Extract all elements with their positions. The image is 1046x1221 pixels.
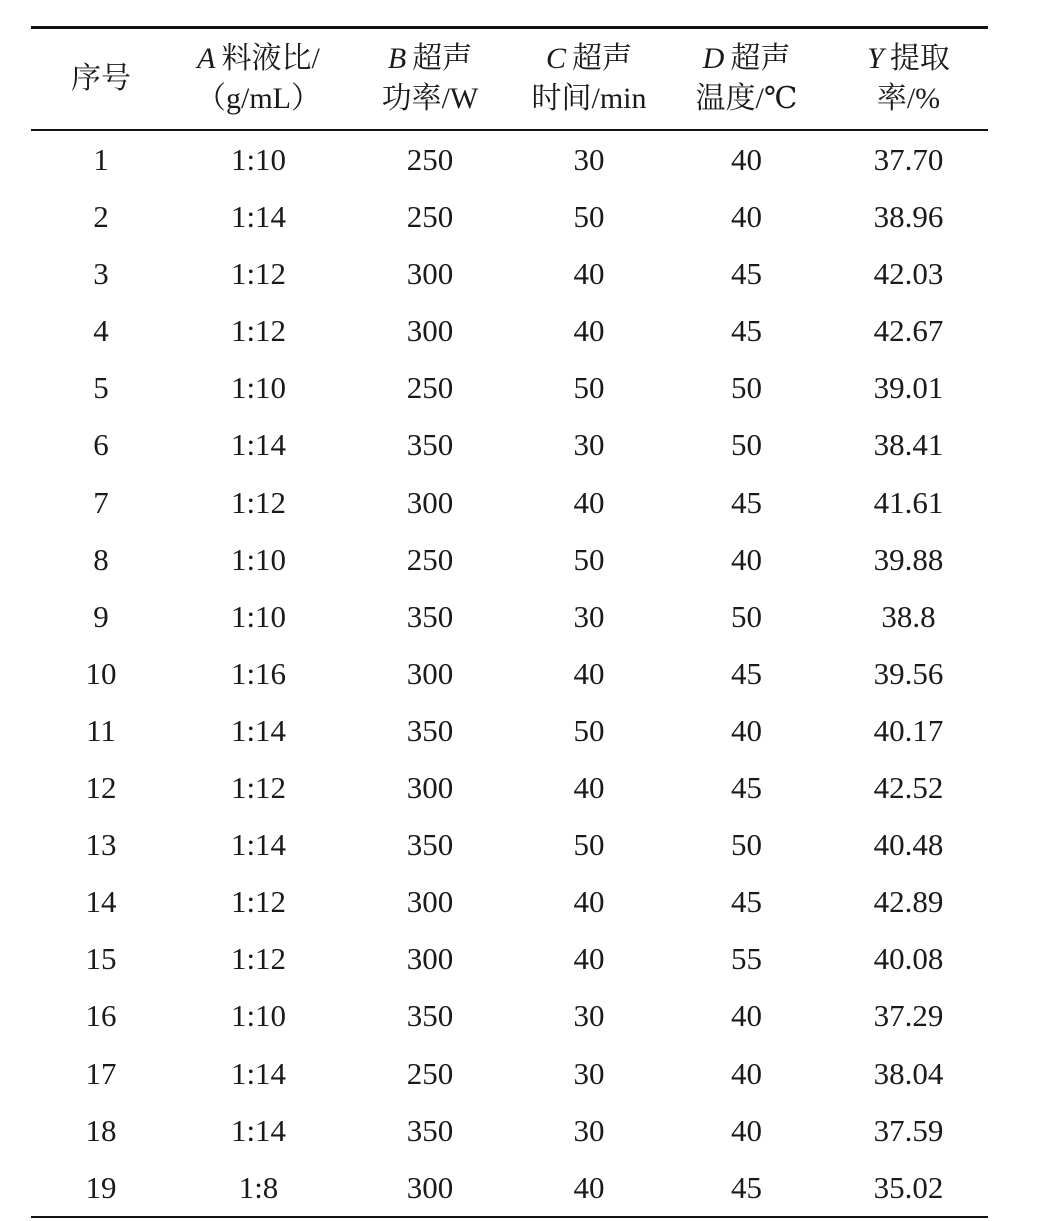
cell-ratio: 1:14 [230,199,287,235]
cell-power: 250 [406,1055,454,1091]
cell-time: 40 [573,884,605,920]
cell-ratio: 1:10 [230,370,287,406]
cell-power: 250 [406,142,454,177]
table-row [31,702,988,759]
cell-index: 11 [86,712,116,748]
cell-temperature: 40 [731,541,762,577]
header-time [514,29,664,129]
header-power-factor: B [387,42,407,75]
cell-yield: 40.48 [873,827,944,863]
cell-yield: 37.70 [873,142,944,177]
header-power-line1: 超声 [412,42,473,75]
table-row [31,1102,988,1159]
cell-time: 40 [573,1169,605,1205]
cell-yield: 38.04 [873,1055,944,1091]
cell-yield: 38.96 [873,199,944,235]
cell-index: 17 [85,1055,117,1091]
cell-temperature: 50 [731,427,762,463]
cell-yield: 42.03 [873,256,944,292]
cell-ratio: 1:12 [230,256,287,292]
cell-yield: 39.56 [873,655,944,691]
cell-power: 300 [406,484,454,520]
cell-ratio: 1:14 [230,827,287,863]
header-time-line2: 时间/min [531,82,647,115]
cell-temperature: 40 [731,199,762,235]
cell-power: 300 [406,655,454,691]
cell-yield: 37.29 [873,998,944,1034]
cell-temperature: 45 [731,655,762,691]
table-row [31,302,988,359]
cell-power: 350 [406,827,454,863]
cell-temperature: 50 [731,598,762,634]
cell-temperature: 45 [731,1169,762,1205]
header-yield-factor: Y [867,42,884,75]
cell-time: 30 [573,1055,605,1091]
header-index-label: 序号 [71,62,131,95]
cell-yield: 37.59 [873,1112,944,1148]
cell-time: 40 [573,256,605,292]
cell-index: 7 [93,484,109,520]
table-row [31,531,988,588]
cell-temperature: 50 [731,370,762,406]
table-row [31,873,988,930]
table-row [31,930,988,987]
cell-temperature: 40 [731,712,762,748]
cell-yield: 35.02 [873,1169,944,1205]
cell-temperature: 55 [731,941,762,977]
cell-ratio: 1:14 [230,712,287,748]
cell-time: 40 [573,484,605,520]
cell-time: 50 [573,199,605,235]
header-ratio [171,29,346,129]
table-bottom-rule [31,1216,988,1218]
header-yield-line2: 率/% [876,82,941,115]
header-ratio-line1: 料液比/ [221,42,320,75]
cell-temperature: 45 [731,884,762,920]
cell-index: 15 [85,941,117,977]
cell-power: 300 [406,770,454,806]
table-header [31,29,988,129]
cell-power: 300 [406,313,454,349]
header-power-line2: 功率/W [381,82,479,115]
cell-time: 50 [573,827,605,863]
table-row [31,474,988,531]
cell-index: 9 [93,598,109,634]
table-row [31,759,988,816]
cell-index: 3 [93,256,109,292]
cell-ratio: 1:16 [230,655,287,691]
cell-yield: 42.67 [873,313,944,349]
cell-ratio: 1:12 [230,941,287,977]
cell-index: 16 [85,998,117,1034]
cell-power: 350 [406,712,454,748]
cell-ratio: 1:10 [230,142,287,177]
cell-time: 30 [573,427,605,463]
cell-power: 300 [406,1169,454,1205]
cell-index: 12 [85,770,117,806]
cell-index: 6 [93,427,109,463]
cell-ratio: 1:14 [230,427,287,463]
cell-time: 50 [573,370,605,406]
cell-temperature: 50 [731,827,762,863]
cell-time: 40 [573,655,605,691]
table-row [31,588,988,645]
header-ratio-line2: （g/mL） [196,82,321,115]
cell-power: 350 [406,1112,454,1148]
cell-ratio: 1:10 [230,998,287,1034]
table-body [31,131,988,1216]
cell-index: 5 [93,370,109,406]
cell-power: 300 [406,256,454,292]
table-row [31,816,988,873]
cell-temperature: 40 [731,142,762,177]
cell-yield: 42.52 [873,770,944,806]
cell-index: 13 [85,827,117,863]
cell-ratio: 1:14 [230,1112,287,1148]
cell-yield: 40.08 [873,941,944,977]
cell-yield: 38.41 [873,427,944,463]
header-temperature-line2: 温度/℃ [695,82,798,115]
table-row [31,416,988,473]
table-row [31,131,988,188]
table-row [31,1159,988,1216]
cell-ratio: 1:12 [230,484,287,520]
header-temperature-factor: D [702,42,725,75]
cell-index: 10 [85,655,117,691]
cell-power: 350 [406,998,454,1034]
cell-power: 350 [406,598,454,634]
cell-ratio: 1:10 [230,598,287,634]
header-temperature [664,29,829,129]
cell-temperature: 45 [731,484,762,520]
cell-power: 350 [406,427,454,463]
cell-index: 18 [85,1112,117,1148]
cell-temperature: 40 [731,998,762,1034]
cell-time: 50 [573,712,605,748]
cell-index: 19 [85,1169,117,1205]
cell-time: 40 [573,941,605,977]
cell-temperature: 40 [731,1055,762,1091]
cell-temperature: 45 [731,770,762,806]
table-row [31,188,988,245]
header-time-line1: 超声 [572,42,632,75]
table-row [31,645,988,702]
cell-index: 8 [93,541,109,577]
cell-ratio: 1:12 [230,313,287,349]
table-row [31,1045,988,1102]
cell-power: 250 [406,199,454,235]
cell-ratio: 1:14 [230,1055,287,1091]
cell-temperature: 45 [731,256,762,292]
header-temperature-line1: 超声 [730,42,791,75]
cell-power: 250 [406,541,454,577]
header-yield [829,29,988,129]
cell-time: 30 [573,1112,605,1148]
header-power [346,29,514,129]
cell-time: 50 [573,541,605,577]
cell-index: 1 [93,142,109,177]
cell-time: 30 [573,598,605,634]
header-index [31,29,171,129]
cell-yield: 41.61 [873,484,944,520]
cell-time: 30 [573,998,605,1034]
cell-ratio: 1:12 [230,770,287,806]
cell-yield: 39.01 [873,370,944,406]
cell-index: 2 [93,199,109,235]
cell-time: 40 [573,313,605,349]
cell-power: 300 [406,884,454,920]
cell-yield: 42.89 [873,884,944,920]
cell-ratio: 1:10 [230,541,287,577]
cell-index: 14 [85,884,117,920]
cell-yield: 40.17 [873,712,944,748]
header-ratio-factor: A [197,42,216,75]
table-row [31,987,988,1044]
cell-time: 40 [573,770,605,806]
header-time-factor: C [545,42,566,75]
cell-temperature: 40 [731,1112,762,1148]
header-yield-line1: 提取 [889,42,950,75]
cell-time: 30 [573,142,605,177]
cell-temperature: 45 [731,313,762,349]
cell-index: 4 [93,313,109,349]
cell-yield: 39.88 [873,541,944,577]
cell-yield: 38.8 [881,598,936,634]
table-row [31,359,988,416]
cell-power: 300 [406,941,454,977]
table-row [31,245,988,302]
cell-power: 250 [406,370,454,406]
cell-ratio: 1:12 [230,884,287,920]
cell-ratio: 1:8 [238,1169,279,1205]
